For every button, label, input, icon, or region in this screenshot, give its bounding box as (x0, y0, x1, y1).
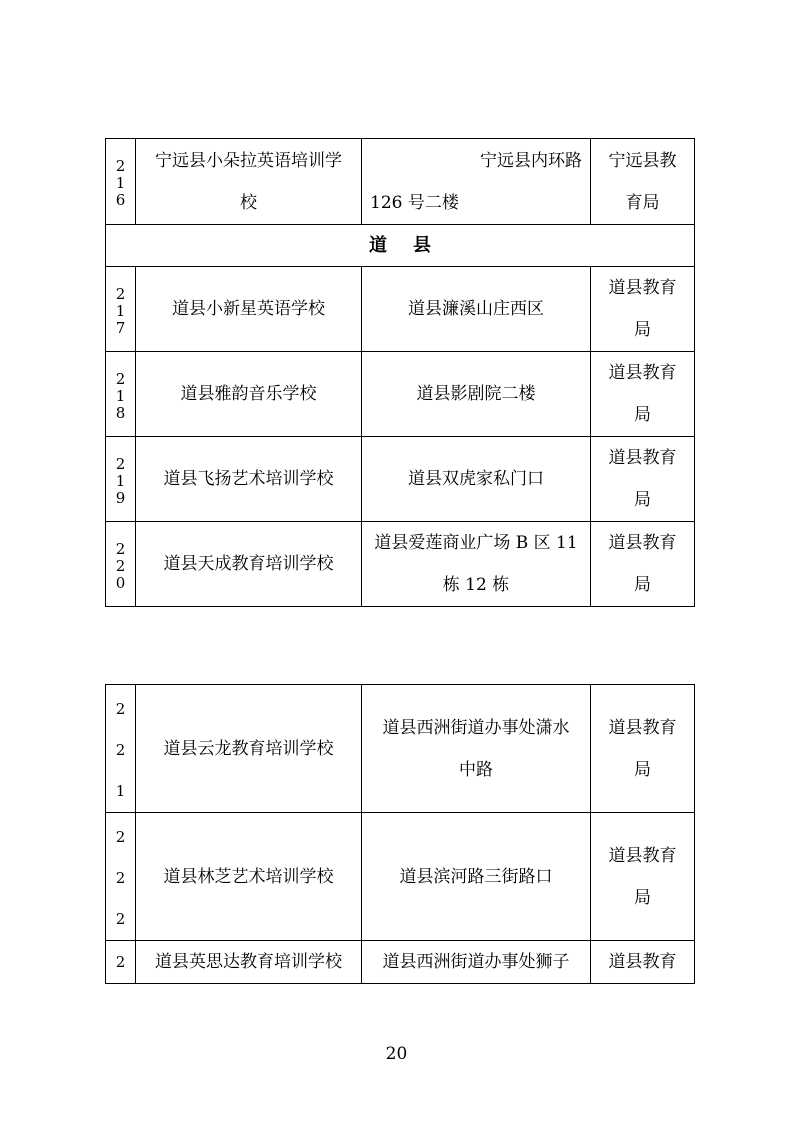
school-name: 道县飞扬艺术培训学校 (136, 437, 362, 522)
supervising-authority: 宁远县教 育局 (591, 139, 695, 225)
supervising-authority: 道县教育 局 (591, 522, 695, 607)
table-row (106, 685, 695, 813)
school-address: 道县西洲街道办事处狮子 (362, 941, 591, 984)
schools-table-top (105, 138, 695, 607)
table-row (106, 139, 695, 225)
school-name: 道县英思达教育培训学校 (136, 941, 362, 984)
row-number: 2 1 6 (106, 139, 136, 225)
school-name: 道县雅韵音乐学校 (136, 352, 362, 437)
school-address: 道县濂溪山庄西区 (362, 267, 591, 352)
row-number: 2 2 2 (106, 813, 136, 941)
table-row (106, 941, 695, 984)
school-name: 道县天成教育培训学校 (136, 522, 362, 607)
school-address: 道县双虎家私门口 (362, 437, 591, 522)
table-row (106, 352, 695, 437)
section-title: 道县 (106, 225, 695, 267)
row-number: 2 1 7 (106, 267, 136, 352)
row-number: 2 2 1 (106, 685, 136, 813)
table-row (106, 813, 695, 941)
school-address: 道县爱莲商业广场 B 区 11 栋 12 栋 (362, 522, 591, 607)
table-row (106, 522, 695, 607)
school-address: 道县西洲街道办事处潇水 中路 (362, 685, 591, 813)
school-name: 道县林芝艺术培训学校 (136, 813, 362, 941)
school-name: 宁远县小朵拉英语培训学 校 (136, 139, 362, 225)
school-address: 道县影剧院二楼 (362, 352, 591, 437)
school-name: 道县小新星英语学校 (136, 267, 362, 352)
schools-table-bottom (105, 684, 695, 984)
supervising-authority: 道县教育 (591, 941, 695, 984)
row-number: 2 2 0 (106, 522, 136, 607)
page-number: 20 (385, 1044, 408, 1064)
row-number: 2 (106, 941, 136, 984)
table-row (106, 267, 695, 352)
row-number: 2 1 9 (106, 437, 136, 522)
school-address: 宁远县内环路 126 号二楼 (362, 139, 591, 225)
supervising-authority: 道县教育 局 (591, 352, 695, 437)
section-header-row (106, 225, 695, 267)
supervising-authority: 道县教育 局 (591, 437, 695, 522)
school-name: 道县云龙教育培训学校 (136, 685, 362, 813)
supervising-authority: 道县教育 局 (591, 685, 695, 813)
row-number: 2 1 8 (106, 352, 136, 437)
table-row (106, 437, 695, 522)
school-address: 道县滨河路三街路口 (362, 813, 591, 941)
supervising-authority: 道县教育 局 (591, 267, 695, 352)
supervising-authority: 道县教育 局 (591, 813, 695, 941)
